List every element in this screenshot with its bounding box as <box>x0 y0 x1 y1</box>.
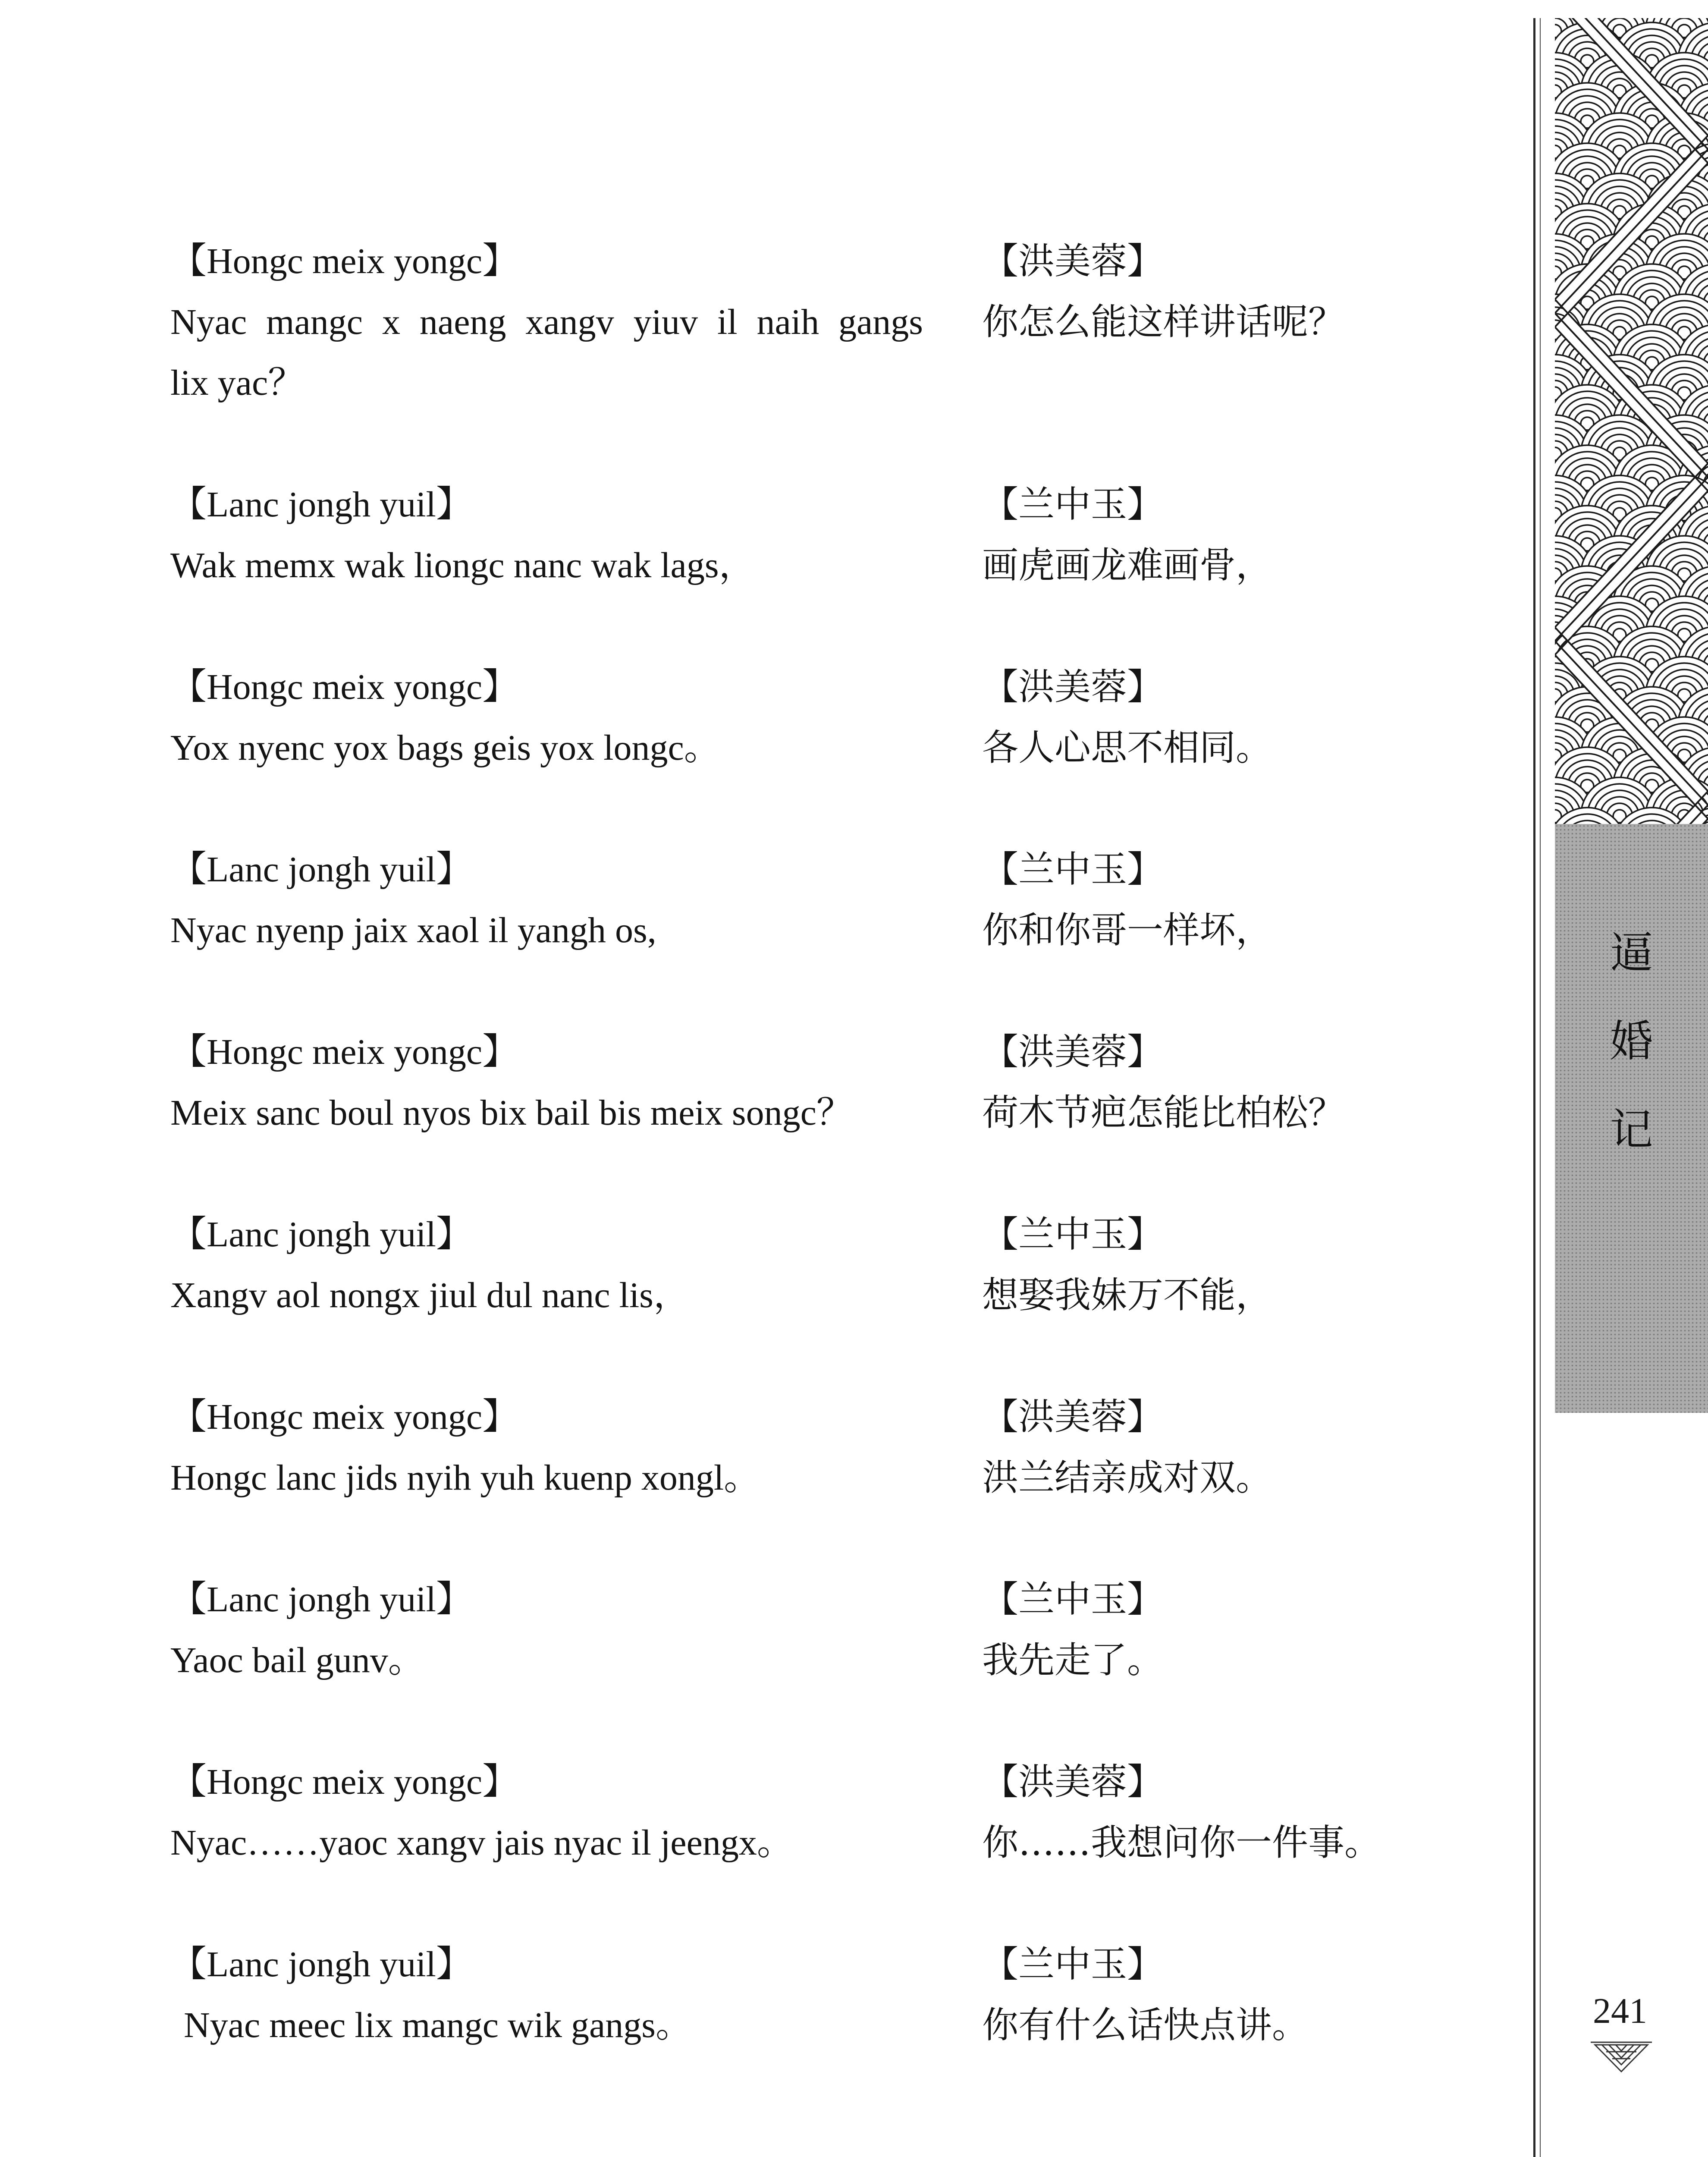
speaker-dong: 【Hongc meix yongc】 <box>170 1397 519 1437</box>
dialogue-entry <box>0 231 1510 413</box>
line-chinese: 洪兰结亲成对双。 <box>982 1456 1272 1499</box>
dialogue-entry <box>0 657 1510 778</box>
speaker-chinese: 【兰中玉】 <box>982 1943 1164 1985</box>
speaker-chinese: 【洪美蓉】 <box>982 1761 1164 1803</box>
page-ornament-icon <box>1589 2039 1654 2073</box>
dong-column <box>170 474 923 596</box>
chinese-column <box>982 1751 1500 1873</box>
speaker-dong: 【Lanc jongh yuil】 <box>170 1944 472 1984</box>
dialogue-entry <box>0 1569 1510 1691</box>
line-dong: Meix sanc boul nyos bix bail bis meix songc？ <box>170 1093 853 1133</box>
dialogue-entry <box>0 839 1510 961</box>
line-dong-continued: lix yac？ <box>170 363 305 403</box>
dialogue-entry <box>0 1751 1510 1873</box>
line-dong: Yaoc bail gunv。 <box>170 1640 424 1680</box>
cloud-pattern-svg <box>1555 18 1708 824</box>
book-title-band <box>1555 824 1708 1413</box>
line-dong: Nyac mangc x naeng xangv yiuv il naih gangs <box>170 302 923 342</box>
speaker-chinese: 【洪美蓉】 <box>982 666 1164 708</box>
line-chinese: 想娶我妹万不能， <box>982 1274 1272 1316</box>
speaker-dong: 【Lanc jongh yuil】 <box>170 849 472 890</box>
chinese-column <box>982 1387 1500 1508</box>
chinese-column <box>982 1204 1500 1326</box>
line-dong: Xangv aol nongx jiul dul nanc lis， <box>170 1275 690 1315</box>
line-chinese: 画虎画龙难画骨， <box>982 544 1272 586</box>
dialogue-entry <box>0 1387 1510 1508</box>
dong-column <box>170 1934 923 2056</box>
line-dong: Nyac nyenp jaix xaol il yangh os, <box>170 910 656 950</box>
chinese-column <box>982 474 1500 596</box>
dialogue-entry <box>0 1934 1510 2056</box>
speaker-chinese: 【兰中玉】 <box>982 1578 1164 1620</box>
dong-column <box>170 1569 923 1691</box>
speaker-dong: 【Lanc jongh yuil】 <box>170 1579 472 1619</box>
book-title-char: 记 <box>1610 1104 1653 1155</box>
chinese-column <box>982 1022 1500 1143</box>
cloud-scale-pattern-icon <box>1555 18 1708 824</box>
margin-rule-thin <box>1540 18 1541 2157</box>
dong-column <box>170 1751 923 1873</box>
line-dong: Nyac meec lix mangc wik gangs。 <box>184 2005 692 2045</box>
line-dong: Wak memx wak liongc nanc wak lags， <box>170 545 755 585</box>
dong-column <box>170 839 923 961</box>
book-title <box>1555 909 1708 1174</box>
speaker-dong: 【Hongc meix yongc】 <box>170 667 519 707</box>
speaker-dong: 【Lanc jongh yuil】 <box>170 1214 472 1255</box>
margin-rule <box>1533 18 1535 2157</box>
line-chinese: 各人心思不相同。 <box>982 726 1272 769</box>
ornament-lattice <box>1602 2045 1641 2065</box>
line-chinese: 我先走了。 <box>982 1639 1164 1681</box>
line-chinese: 你……我想问你一件事。 <box>982 1821 1381 1864</box>
dialogue-entry <box>0 1022 1510 1143</box>
line-chinese: 你怎么能这样讲话呢？ <box>982 301 1345 343</box>
speaker-chinese: 【兰中玉】 <box>982 483 1164 525</box>
chinese-column <box>982 1934 1500 2056</box>
book-title-char: 婚 <box>1610 1016 1653 1066</box>
dialogue-entry <box>0 474 1510 596</box>
chinese-column <box>982 1569 1500 1691</box>
speaker-chinese: 【洪美蓉】 <box>982 240 1164 282</box>
speaker-dong: 【Hongc meix yongc】 <box>170 1762 519 1802</box>
dong-column <box>170 231 923 413</box>
line-chinese: 你有什么话快点讲。 <box>982 2004 1309 2046</box>
page-number: 241 <box>1593 1991 1647 2031</box>
line-chinese: 你和你哥一样坏， <box>982 909 1272 951</box>
dong-column <box>170 657 923 778</box>
line-dong: Hongc lanc jids nyih yuh kuenp xongl。 <box>170 1458 760 1498</box>
dialogue-text <box>0 231 1510 2056</box>
line-chinese: 荷木节疤怎能比柏松？ <box>982 1091 1345 1134</box>
speaker-dong: 【Lanc jongh yuil】 <box>170 484 472 525</box>
chinese-column <box>982 839 1500 961</box>
chinese-column <box>982 231 1500 413</box>
speaker-dong: 【Hongc meix yongc】 <box>170 1032 519 1072</box>
dialogue-entry <box>0 1204 1510 1326</box>
book-title-char: 逼 <box>1610 928 1653 978</box>
speaker-chinese: 【兰中玉】 <box>982 848 1164 890</box>
speaker-chinese: 【洪美蓉】 <box>982 1396 1164 1438</box>
dong-column <box>170 1022 923 1143</box>
speaker-dong: 【Hongc meix yongc】 <box>170 241 519 281</box>
speaker-chinese: 【兰中玉】 <box>982 1213 1164 1255</box>
chinese-column <box>982 657 1500 778</box>
line-dong: Nyac……yaoc xangv jais nyac il jeengx。 <box>170 1823 793 1863</box>
dong-column <box>170 1387 923 1508</box>
line-dong: Yox nyenc yox bags geis yox longc。 <box>170 728 720 768</box>
speaker-chinese: 【洪美蓉】 <box>982 1031 1164 1073</box>
dong-column <box>170 1204 923 1326</box>
